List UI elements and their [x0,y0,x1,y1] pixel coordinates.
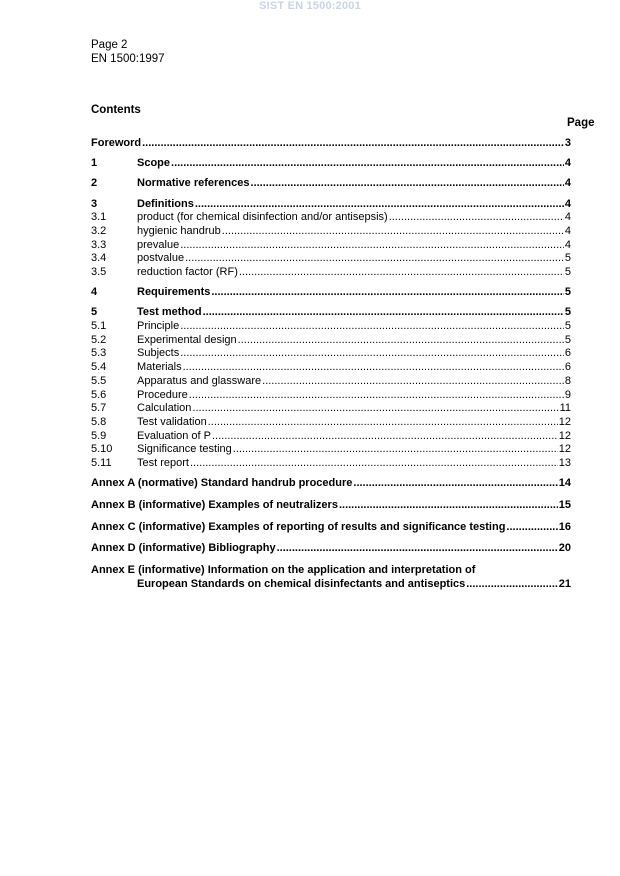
toc-entry-normative-references[interactable] [91,177,571,191]
leader-dots [262,375,564,389]
toc-entry-number: 3.5 [91,266,107,278]
toc-entry-page: 5 [564,333,571,346]
toc-entry-title: Evaluation of P [137,429,211,442]
toc-entry-page: 4 [564,224,571,237]
toc-entry-title: Calculation [137,402,192,415]
toc-entry-title: Definitions [137,197,194,210]
watermark: SIST EN 1500:2001 [259,0,361,12]
toc-entry-5-8[interactable] [91,416,571,430]
toc-entry-title: reduction factor (RF) [137,266,238,278]
toc-entry-number: 5 [91,306,98,319]
toc-entry-page: 4 [564,238,571,251]
toc-entry-title: Apparatus and glassware [137,374,262,387]
toc-entry-5-5[interactable] [91,375,571,389]
leader-dots [142,137,564,151]
leader-dots [506,521,557,535]
toc-entry-title: Annex C (informative) Examples of reporting of results and significance testing [91,520,506,533]
toc-entry-annex-a[interactable] [91,477,571,491]
toc-entry-title: hygienic handrub [137,224,221,237]
leader-dots [192,402,558,416]
toc-entry-page: 12 [558,429,571,442]
toc-entry-page: 14 [558,477,571,490]
page-column-label: Page [567,117,595,129]
toc-entry-5-6[interactable] [91,389,571,403]
leader-dots [171,157,564,171]
toc-entry-number: 5.9 [91,429,107,442]
toc-entry-title: Annex A (normative) Standard handrub procedure [91,477,353,490]
leader-dots [353,477,557,491]
leader-dots [212,430,558,444]
toc-entry-title-continued [91,578,571,592]
toc-entry-title: Test validation [137,415,207,428]
leader-dots [239,266,564,280]
toc-entry-test-method[interactable] [91,306,571,320]
toc-entry-number: 5.4 [91,361,107,374]
leader-dots [339,499,558,513]
toc-entry-number: 5.3 [91,347,107,360]
toc-entry-5-9[interactable] [91,430,571,444]
toc-entry-page: 8 [564,374,571,387]
toc-entry-page: 20 [558,542,571,555]
leader-dots [203,306,564,320]
toc-entry-5-2[interactable] [91,334,571,348]
leader-dots [195,198,564,212]
toc-entry-scope[interactable] [91,157,571,171]
leader-dots [190,457,558,471]
toc-entry-title: European Standards on chemical disinfectants and antiseptics [137,577,466,590]
toc-entry-number: 5.6 [91,388,107,401]
toc-entry-page: 5 [564,306,571,319]
toc-entry-5-3[interactable] [91,347,571,361]
toc-entry-number: 3.2 [91,224,107,237]
toc-entry-title: Annex E (informative) Information on the application and interpretation of [91,563,476,576]
toc-entry-number: 3.3 [91,238,107,251]
toc-entry-page: 11 [559,402,571,415]
toc-entry-page: 12 [558,415,571,428]
leader-dots [211,286,564,300]
toc-entry-title: Test method [137,306,202,319]
standard-label: EN 1500:1997 [91,53,165,65]
toc-entry-page: 5 [564,286,571,299]
toc-entry-title: prevalue [137,238,180,251]
toc-entry-annex-c[interactable] [91,521,571,535]
toc-entry-title: Significance testing [137,443,232,456]
toc-entry-number: 5.5 [91,374,107,387]
toc-entry-page: 21 [558,577,571,590]
toc-entry-title: Experimental design [137,333,237,346]
leader-dots [185,252,564,266]
toc-entry-number: 1 [91,157,98,170]
toc-entry-number: 5.8 [91,415,107,428]
toc-entry-page: 9 [564,388,571,401]
toc-entry-annex-b[interactable] [91,499,571,513]
leader-dots [466,578,558,592]
leader-dots [233,443,558,457]
toc-entry-page: 5 [564,320,571,333]
toc-entry-number: 5.11 [91,456,112,469]
toc-entry-title: postvalue [137,252,185,265]
toc-entry-title: Subjects [137,347,180,360]
toc-entry-title: Test report [137,456,189,469]
toc-entry-3-1[interactable] [91,211,571,225]
leader-dots [389,211,564,225]
toc-entry-number: 3.1 [91,211,107,224]
toc-entry-number: 5.10 [91,443,113,456]
toc-entry-page: 3 [564,137,571,149]
toc-entry-definitions[interactable] [91,198,571,212]
toc-entry-3-3[interactable] [91,239,571,253]
table-of-contents [91,137,571,591]
toc-entry-annex-d[interactable] [91,542,571,556]
toc-entry-number: 5.2 [91,333,107,346]
leader-dots [180,239,564,253]
toc-entry-title: Normative references [137,177,250,190]
toc-entry-5-4[interactable] [91,361,571,375]
toc-entry-title: Annex D (informative) Bibliography [91,542,276,555]
leader-dots [238,334,564,348]
toc-entry-foreword[interactable] [91,137,571,151]
leader-dots [251,177,564,191]
leader-dots [189,389,564,403]
toc-entry-5-1[interactable] [91,320,571,334]
page-header [91,38,165,66]
toc-entry-5-10[interactable] [91,443,571,457]
toc-entry-title: Materials [137,361,182,374]
leader-dots [277,542,558,556]
toc-entry-page: 4 [564,177,571,190]
toc-entry-number: 4 [91,286,98,299]
leader-dots [208,416,558,430]
toc-entry-title: product (for chemical disinfection and/or antisepsis) [137,211,388,224]
toc-entry-number: 3 [91,197,98,210]
toc-entry-page: 6 [564,347,571,360]
toc-entry-title: Foreword [91,137,142,149]
toc-entry-5-11[interactable] [91,457,571,471]
toc-entry-page: 5 [564,252,571,265]
toc-entry-5-7[interactable] [91,402,571,416]
page-label: Page 2 [91,39,128,51]
toc-entry-page: 16 [558,520,571,533]
toc-entry-page: 12 [558,443,571,456]
toc-entry-title: Requirements [137,286,211,299]
toc-entry-title: Scope [137,157,171,170]
contents-title: Contents [91,104,141,116]
toc-entry-number: 5.1 [91,320,107,333]
leader-dots [222,225,564,239]
toc-entry-3-2[interactable] [91,225,571,239]
toc-entry-3-4[interactable] [91,252,571,266]
toc-entry-number: 5.7 [91,402,107,415]
toc-entry-requirements[interactable] [91,286,571,300]
leader-dots [180,347,564,361]
toc-entry-page: 13 [558,456,571,469]
toc-entry-page: 6 [564,361,571,374]
toc-entry-page: 4 [564,211,571,224]
toc-entry-page: 5 [564,266,571,278]
leader-dots [183,361,564,375]
toc-entry-title: Principle [137,320,180,333]
toc-entry-page: 15 [558,498,571,511]
toc-entry-annex-e[interactable] [91,564,571,591]
toc-entry-page: 4 [564,157,571,170]
toc-entry-title: Annex B (informative) Examples of neutralizers [91,498,338,511]
toc-entry-page: 4 [564,197,571,210]
toc-entry-number: 3.4 [91,252,107,265]
toc-entry-3-5[interactable] [91,266,571,280]
toc-entry-title: Procedure [137,388,188,401]
toc-entry-number: 2 [91,177,98,190]
leader-dots [180,320,564,334]
